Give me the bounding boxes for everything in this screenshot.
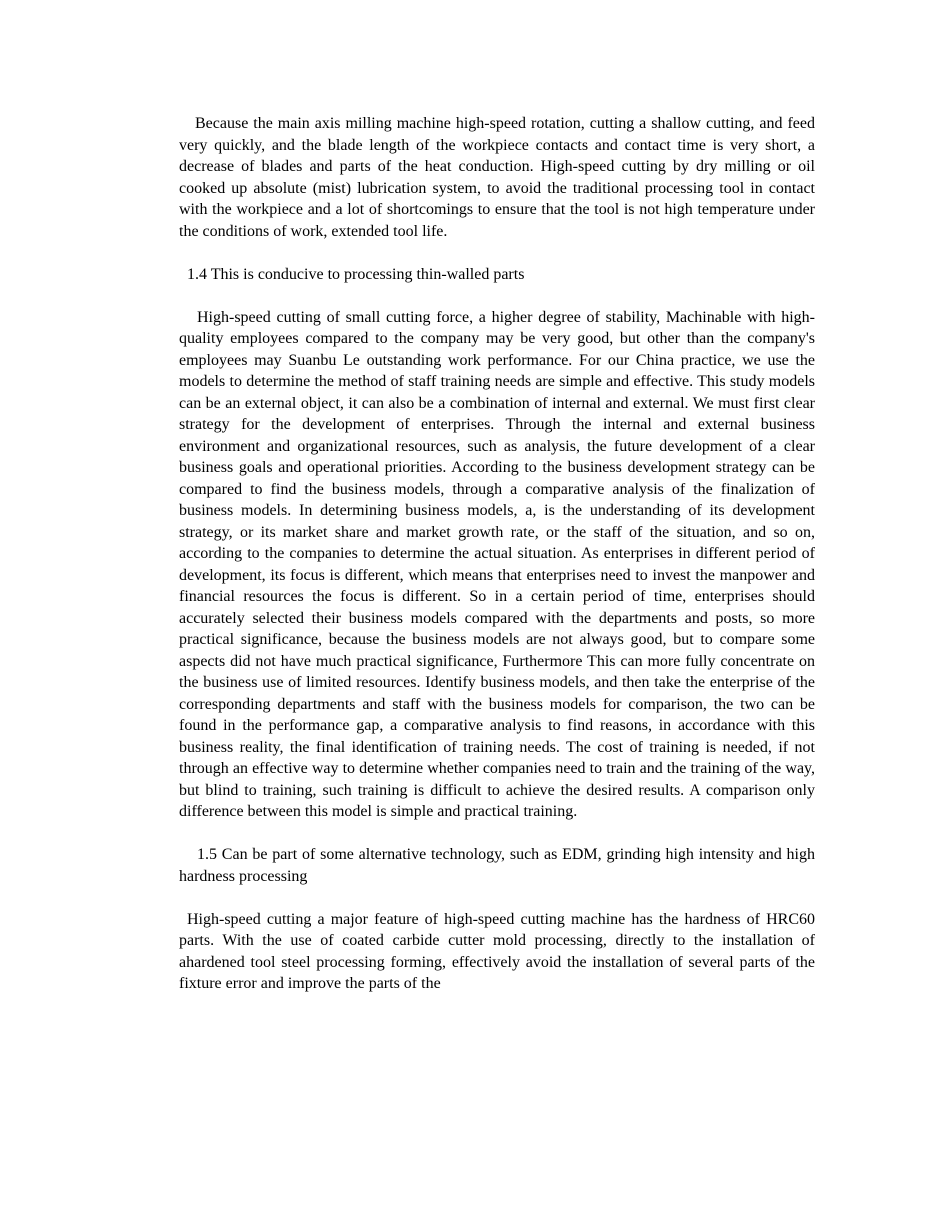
paragraph-hardness-processing: High-speed cutting a major feature of high-speed cutting machine has the hardness of HRC60 parts. With the use of coated carbide cutter mold processing, directly to the installation of ahardened tool steel processing forming, effectively avoid the installation of several parts of the fixture error and improve the parts of the xyxy=(179,910,815,992)
paragraph-high-speed-rotation: Because the main axis milling machine high-speed rotation, cutting a shallow cutting, and feed very quickly, and the blade length of the workpiece contacts and contact time is very short, a decrease of blades and parts of the heat conduction. High-speed cutting by dry milling or oil cooked up absolute (mist) lubrication system, to avoid the traditional processing tool in contact with the workpiece and a lot of shortcomings to ensure that the tool is not high temperature under the conditions of work, extended tool life. xyxy=(179,115,815,240)
document-page xyxy=(179,113,815,1016)
section-heading-1-4: 1.4 This is conducive to processing thin-walled parts xyxy=(187,265,525,283)
paragraph-business-models: High-speed cutting of small cutting force, a higher degree of stability, Machinable with high-quality employees compared to the company may be very good, but other than the company's employees may Suanbu Le outstanding work performance. For our China practice, we use the models to determine the method of staff training needs are simple and effective. This study models can be an external object, it can also be a combination of internal and external. We must first clear strategy for the development of enterprises. Through the internal and external business environment and organizational resources, such as analysis, the future development of a clear business goals and operational priorities. According to the business development strategy can be compared to find the business models, through a comparative analysis of the finalization of business models. In determining business models, a, is the understanding of its development strategy, or its market share and market growth rate, or the staff of the situation, and so on, according to the companies to determine the actual situation. As enterprises in different period of development, its focus is different, which means that enterprises need to invest the manpower and financial resources the focus is different. So in a certain period of time, enterprises should accurately selected their business models compared with the departments and posts, so more practical significance, because the business models are not always good, but to compare some aspects did not have much practical significance, Furthermore This can more fully concentrate on the business use of limited resources. Identify business models, and then take the enterprise of the corresponding departments and staff with the business models for comparison, the two can be found in the performance gap, a comparative analysis to find reasons, in accordance with this business reality, the final identification of training needs. The cost of training is needed, if not through an effective way to determine whether companies need to train and the training of the way, but blind to training, such training is difficult to achieve the desired results. A comparison only difference between this model is simple and practical training. xyxy=(179,308,815,820)
section-heading-1-5: 1.5 Can be part of some alternative technology, such as EDM, grinding high intensity and high hardness processing xyxy=(179,846,815,885)
